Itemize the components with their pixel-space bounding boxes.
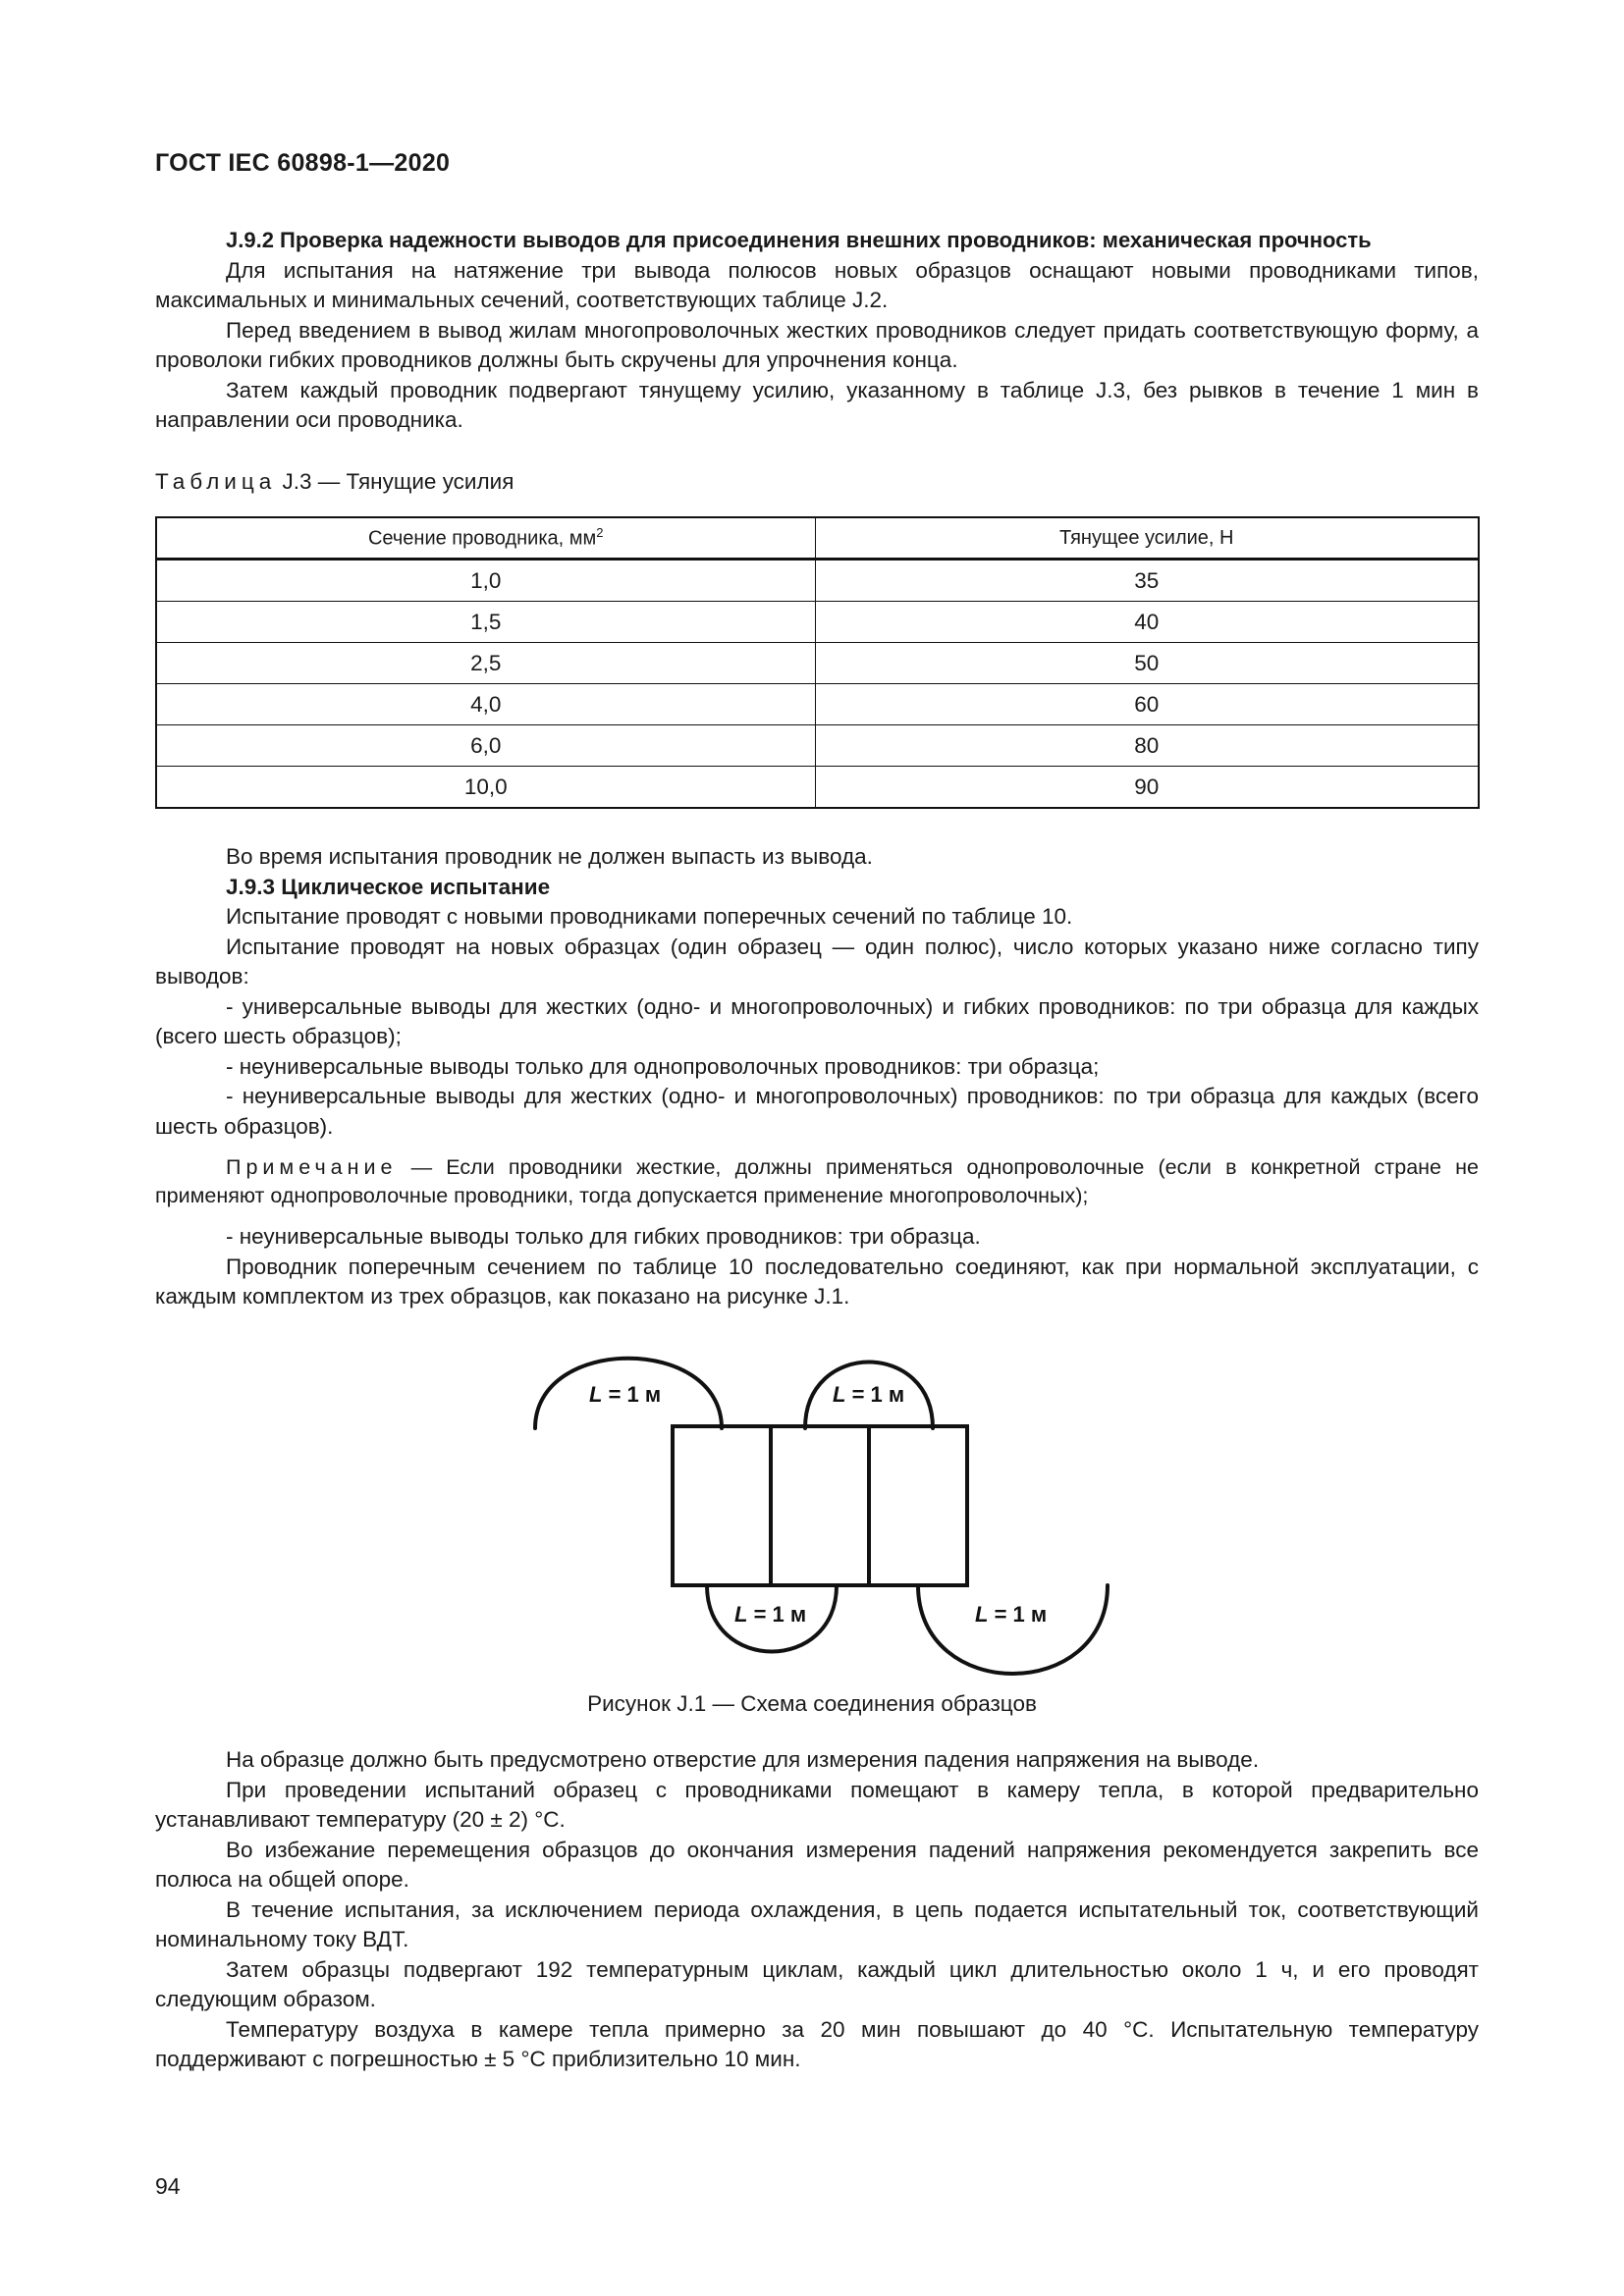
paragraph: Затем образцы подвергают 192 температурным циклам, каждый цикл длительностью около 1 ч, и его проводят следующим образом. <box>155 1956 1479 2011</box>
paragraph: Испытание проводят с новыми проводниками поперечных сечений по таблице 10. <box>226 904 1073 929</box>
pull-force-cell: 80 <box>815 725 1479 767</box>
paragraph: На образце должно быть предусмотрено отверстие для измерения падения напряжения на выводе. <box>226 1747 1260 1772</box>
pull-force-cell: 40 <box>815 602 1479 643</box>
section-heading-j92: J.9.2 Проверка надежности выводов для присоединения внешних проводников: механическая прочность <box>226 228 1372 252</box>
pull-force-table <box>155 516 1480 809</box>
paragraph: Для испытания на натяжение три вывода полюсов новых образцов оснащают новыми проводниками типов, максимальных и минимальных сечений, соответствующих таблице J.2. <box>155 257 1479 312</box>
conductor-loop-top-left <box>535 1359 722 1428</box>
conductor-loop-bottom-middle <box>707 1585 837 1652</box>
section-after-figure <box>155 1745 1479 2075</box>
table-caption-label: Таблица <box>155 469 277 494</box>
conductor-loop-top-right <box>805 1362 933 1429</box>
cross-section-cell: 1,5 <box>156 602 815 643</box>
note-label: Примечание <box>226 1155 398 1179</box>
sample-block-left <box>673 1426 771 1585</box>
table-row <box>156 767 1479 809</box>
note <box>155 1153 1479 1210</box>
paragraph: Во время испытания проводник не должен выпасть из вывода. <box>226 844 873 869</box>
loop-length-label: L = 1 м <box>975 1602 1048 1627</box>
paragraph: Температуру воздуха в камере тепла примерно за 20 мин повышают до 40 °С. Испытательную температуру поддерживают с погрешностью ± 5 °С приблизительно 10 мин. <box>155 2016 1479 2071</box>
table-row <box>156 602 1479 643</box>
table-caption <box>155 469 514 495</box>
figure-caption: Рисунок J.1 — Схема соединения образцов <box>587 1691 1037 1716</box>
cross-section-cell: 2,5 <box>156 643 815 684</box>
sample-block-middle <box>771 1426 869 1585</box>
cross-section-cell: 4,0 <box>156 684 815 725</box>
list-item: - неуниверсальные выводы для жестких (одно- и многопроволочных) проводников: по три образца для каждых (всего шесть образцов). <box>155 1084 1479 1139</box>
loop-length-label: L = 1 м <box>589 1382 662 1407</box>
table-row <box>156 725 1479 767</box>
paragraph: Испытание проводят на новых образцах (один образец — один полюс), число которых указано ниже согласно типу выводов: <box>155 934 1479 988</box>
table-header-row <box>156 517 1479 560</box>
page-number: 94 <box>155 2173 181 2199</box>
pull-force-cell: 35 <box>815 560 1479 602</box>
table-row <box>156 560 1479 602</box>
section-j93 <box>155 842 1479 1312</box>
note-text: — Если проводники жесткие, должны применяться однопроволочные (если в конкретной стране не применяют однопроволочные проводники, тогда допускается применение многопроволочных); <box>155 1155 1479 1207</box>
cross-section-cell: 10,0 <box>156 767 815 809</box>
document-header: ГОСТ IEC 60898-1—2020 <box>155 149 451 177</box>
list-item: - неуниверсальные выводы только для однопроволочных проводников: три образца; <box>226 1053 1100 1079</box>
cross-section-cell: 1,0 <box>156 560 815 602</box>
paragraph: Проводник поперечным сечением по таблице 10 последовательно соединяют, как при нормальной эксплуатации, с каждым комплектом из трех образцов, как показано на рисунке J.1. <box>155 1254 1479 1308</box>
section-heading-j93: J.9.3 Циклическое испытание <box>226 874 551 899</box>
paragraph: При проведении испытаний образец с проводниками помещают в камеру тепла, в которой предварительно устанавливают температуру (20 ± 2) °С. <box>155 1777 1479 1832</box>
list-item: - универсальные выводы для жестких (одно- и многопроволочных) и гибких проводников: по три образца для каждых (всего шесть образцов); <box>155 993 1479 1048</box>
sample-block-right <box>869 1426 967 1585</box>
conductor-loop-bottom-right <box>918 1585 1108 1674</box>
loop-length-label: L = 1 м <box>734 1602 807 1627</box>
paragraph: Перед введением в вывод жилам многопроволочных жестких проводников следует придать соответствующую форму, а проволоки гибких проводников должны быть скручены для упрочнения конца. <box>155 317 1479 372</box>
table-header-pull-force: Тянущее усилие, Н <box>815 517 1479 560</box>
list-item: - неуниверсальные выводы только для гибких проводников: три образца. <box>226 1224 981 1249</box>
pull-force-cell: 60 <box>815 684 1479 725</box>
paragraph: В течение испытания, за исключением периода охлаждения, в цепь подается испытательный ток, соответствующий номинальному току ВДТ. <box>155 1896 1479 1951</box>
pull-force-cell: 90 <box>815 767 1479 809</box>
table-header-cross-section: Сечение проводника, $мм^2$ <box>156 517 815 560</box>
paragraph: Во избежание перемещения образцов до окончания измерения падений напряжения рекомендуется закрепить все полюса на общей опоре. <box>155 1837 1479 1892</box>
pull-force-cell: 50 <box>815 643 1479 684</box>
table-row <box>156 684 1479 725</box>
section-j92 <box>155 226 1479 436</box>
paragraph: Затем каждый проводник подвергают тянущему усилию, указанному в таблице J.3, без рывков в течение 1 мин в направлении оси проводника. <box>155 377 1479 432</box>
table-caption-text: J.3 — Тянущие усилия <box>276 469 514 494</box>
loop-length-label: L = 1 м <box>833 1382 905 1407</box>
cross-section-cell: 6,0 <box>156 725 815 767</box>
table-row <box>156 643 1479 684</box>
